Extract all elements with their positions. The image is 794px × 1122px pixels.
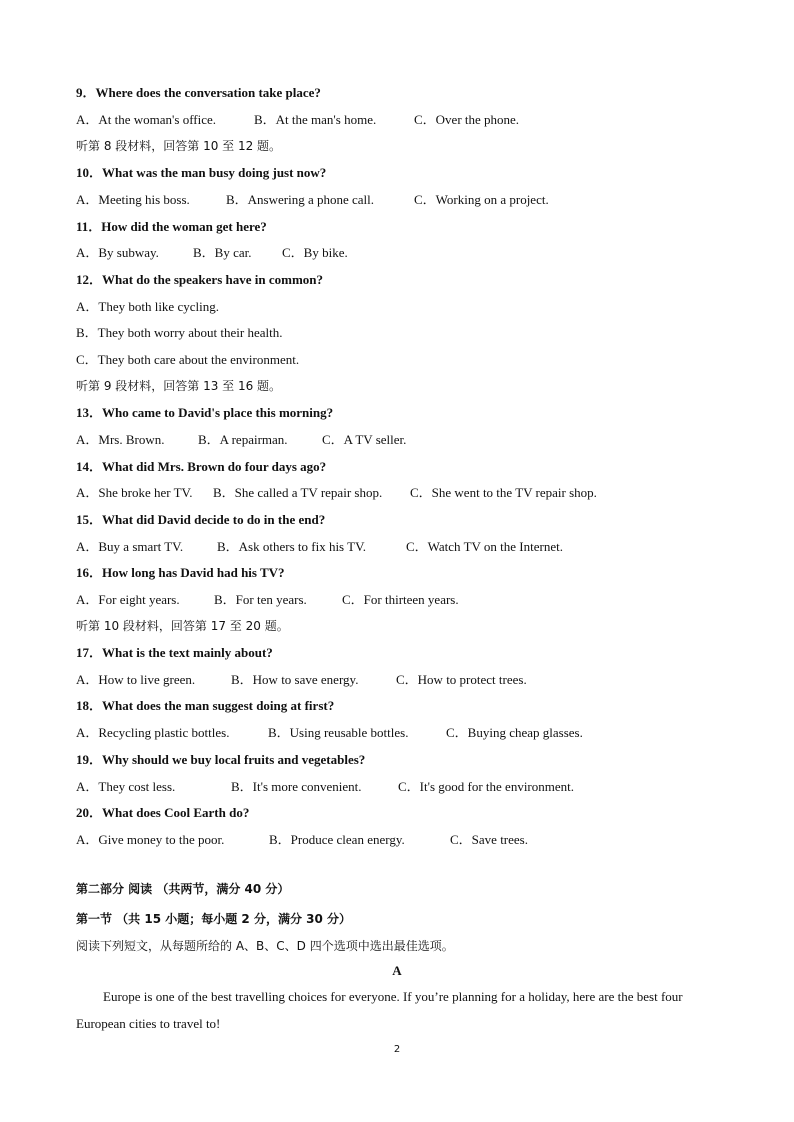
- option-a: A．They cost less.: [76, 779, 176, 794]
- option-a: A．How to live green.: [76, 672, 196, 687]
- option-a: A．Recycling plastic bottles.: [76, 725, 230, 740]
- option-c: C．Save trees.: [450, 832, 528, 847]
- option-b: B．Ask others to fix his TV.: [217, 539, 367, 554]
- directions: 阅读下列短文，从每题所给的 A、B、C、D 四个选项中选出最佳选项。: [76, 939, 454, 953]
- option-c: C．She went to the TV repair shop.: [410, 485, 597, 500]
- option-a: A．Mrs. Brown.: [76, 432, 165, 447]
- question-16: 16．How long has David had his TV?: [76, 565, 285, 580]
- question-13: 13．Who came to David's place this morning?: [76, 405, 334, 420]
- option-b: B．Produce clean energy.: [269, 832, 405, 847]
- question-10: 10．What was the man busy doing just now?: [76, 165, 327, 180]
- option-b: B．It's more convenient.: [231, 779, 362, 794]
- question-20: 20．What does Cool Earth do?: [76, 805, 250, 820]
- option-b: B．They both worry about their health.: [76, 325, 283, 340]
- question-18: 18．What does the man suggest doing at first?: [76, 698, 335, 713]
- option-c: C．By bike.: [282, 245, 348, 260]
- option-b: B．A repairman.: [198, 432, 288, 447]
- option-a: A．By subway.: [76, 245, 159, 260]
- option-c: C．Buying cheap glasses.: [446, 725, 583, 740]
- option-c: C．A TV seller.: [322, 432, 407, 447]
- option-a: A．Give money to the poor.: [76, 832, 225, 847]
- question-17: 17．What is the text mainly about?: [76, 645, 273, 660]
- option-c: C．They both care about the environment.: [76, 352, 300, 367]
- option-a: A．Buy a smart TV.: [76, 539, 184, 554]
- option-a: A．She broke her TV.: [76, 485, 193, 500]
- option-c: C．Watch TV on the Internet.: [406, 539, 563, 554]
- option-c: C．Over the phone.: [414, 112, 520, 127]
- question-11: 11．How did the woman get here?: [76, 219, 267, 234]
- option-c: C．Working on a project.: [414, 192, 549, 207]
- option-b: B．Using reusable bottles.: [268, 725, 409, 740]
- option-c: C．It's good for the environment.: [398, 779, 575, 794]
- option-b: B．By car.: [193, 245, 252, 260]
- option-a: A．They both like cycling.: [76, 299, 219, 314]
- option-c: C．For thirteen years.: [342, 592, 459, 607]
- option-b: B．At the man's home.: [254, 112, 377, 127]
- option-a: A．Meeting his boss.: [76, 192, 190, 207]
- part-title: 第二部分 阅读 （共两节，满分 40 分）: [76, 882, 290, 896]
- passage-text: Europe is one of the best travelling choices for everyone. If you’re planning for a holiday, here are the best four European cities to travel to!: [76, 989, 683, 1031]
- option-b: B．Answering a phone call.: [226, 192, 375, 207]
- page-number: 2: [393, 1044, 401, 1055]
- option-b: B．For ten years.: [214, 592, 307, 607]
- question-19: 19．Why should we buy local fruits and vegetables?: [76, 752, 366, 767]
- section-instruction: 听第 9 段材料，回答第 13 至 16 题。: [76, 379, 282, 393]
- option-c: C．How to protect trees.: [396, 672, 527, 687]
- passage-label: A: [392, 963, 402, 978]
- option-a: A．For eight years.: [76, 592, 180, 607]
- option-a: A．At the woman's office.: [76, 112, 217, 127]
- question-12: 12．What do the speakers have in common?: [76, 272, 324, 287]
- option-b: B．She called a TV repair shop.: [213, 485, 383, 500]
- option-b: B．How to save energy.: [231, 672, 359, 687]
- question-9: 9．Where does the conversation take place?: [76, 85, 321, 100]
- question-14: 14．What did Mrs. Brown do four days ago?: [76, 459, 327, 474]
- section-title: 第一节 （共 15 小题；每小题 2 分，满分 30 分）: [76, 912, 351, 926]
- question-15: 15．What did David decide to do in the end?: [76, 512, 326, 527]
- section-instruction: 听第 8 段材料，回答第 10 至 12 题。: [76, 139, 282, 153]
- section-instruction: 听第 10 段材料，回答第 17 至 20 题。: [76, 619, 289, 633]
